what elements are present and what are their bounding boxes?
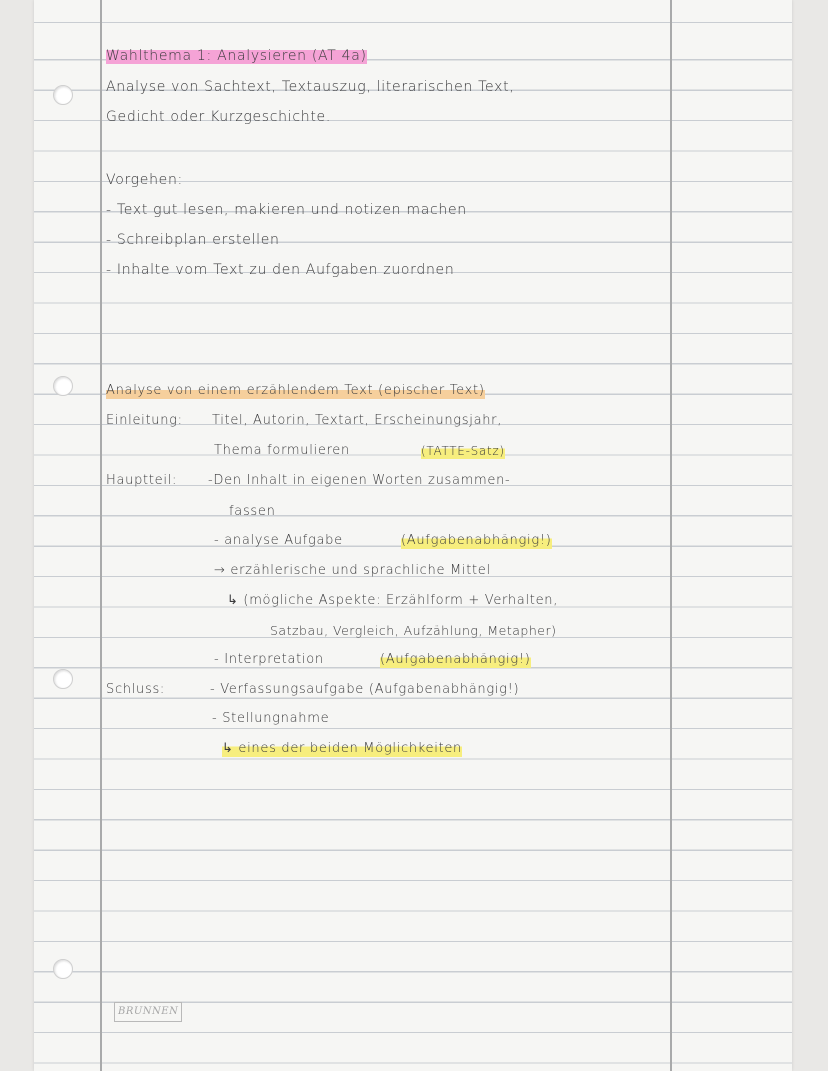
- interpretation-note: (Aufgabenabhängig!): [380, 652, 531, 667]
- aspekte-line1: ↳ (mögliche Aspekte: Erzählform + Verhalten,: [227, 593, 559, 608]
- left-margin-line: [100, 0, 102, 1071]
- step-item: - Schreibplan erstellen: [106, 232, 280, 248]
- einleitung-line1: Titel, Autorin, Textart, Erscheinungsjahr,: [212, 413, 503, 428]
- right-margin-line: [670, 0, 672, 1071]
- schluss-line1: - Verfassungsaufgabe (Aufgabenabhängig!): [210, 682, 520, 697]
- hauptteil-line2: fassen: [229, 504, 276, 519]
- punch-hole: [53, 959, 73, 979]
- schluss-label: Schluss:: [106, 682, 166, 697]
- schluss-line3: ↳ eines der beiden Möglichkeiten: [222, 741, 462, 756]
- hauptteil-label: Hauptteil:: [106, 473, 178, 488]
- vorgehen-label: Vorgehen:: [106, 172, 183, 188]
- punch-hole: [53, 376, 73, 396]
- einleitung-line2: Thema formulieren: [214, 443, 350, 458]
- schluss-line2: - Stellungnahme: [212, 711, 330, 726]
- analyse-note: (Aufgabenabhängig!): [401, 533, 552, 548]
- einleitung-label: Einleitung:: [106, 413, 183, 428]
- brunnen-logo: BRUNNEN: [114, 1002, 182, 1022]
- step-item: - Inhalte vom Text zu den Aufgaben zuordnen: [106, 262, 455, 278]
- step-item: - Text gut lesen, makieren und notizen machen: [106, 202, 467, 218]
- section1-heading: Wahlthema 1: Analysieren (AT 4a): [106, 48, 367, 64]
- tatte-note: (TATTE-Satz): [421, 444, 505, 458]
- interpretation-text: - Interpretation: [214, 652, 324, 667]
- analyse-text: - analyse Aufgabe: [214, 533, 343, 548]
- punch-hole: [53, 85, 73, 105]
- section1-line2: Gedicht oder Kurzgeschichte.: [106, 109, 331, 125]
- section2-heading: Analyse von einem erzählendem Text (epischer Text): [106, 383, 485, 398]
- section1-line1: Analyse von Sachtext, Textauszug, literarischen Text,: [106, 79, 515, 95]
- aspekte-line2: Satzbau, Vergleich, Aufzählung, Metapher): [270, 623, 557, 638]
- punch-hole: [53, 669, 73, 689]
- mittel-line: → erzählerische und sprachliche Mittel: [214, 563, 491, 578]
- hauptteil-line1: -Den Inhalt in eigenen Worten zusammen-: [208, 473, 511, 488]
